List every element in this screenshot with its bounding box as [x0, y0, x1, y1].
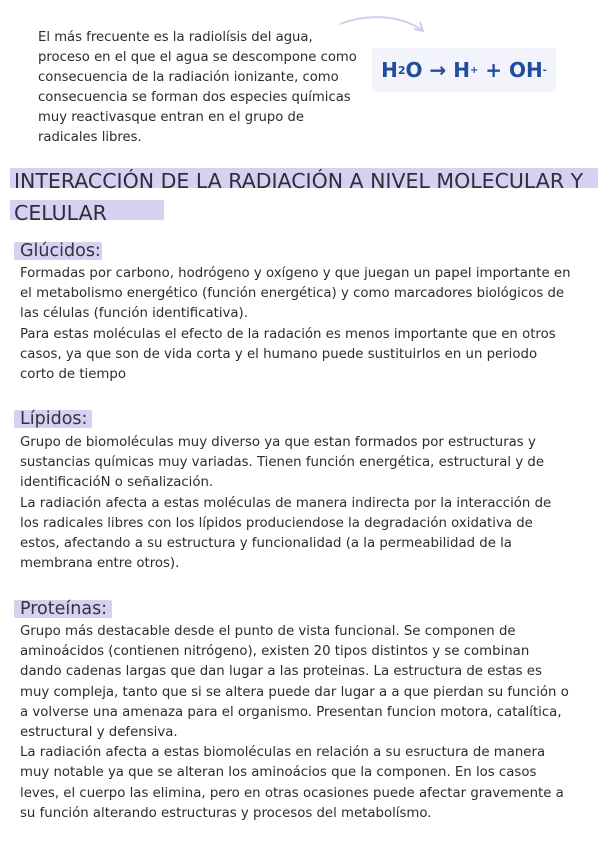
section-title-proteinas: Proteínas: — [20, 599, 108, 619]
formula-h: H — [381, 58, 398, 82]
formula-plus: + — [485, 58, 503, 82]
page-title: INTERACCIÓN DE LA RADIACIÓN A NIVEL MOLECULAR Y CELULAR — [14, 169, 584, 225]
formula-arrow: → — [429, 58, 447, 82]
formula-o: O — [405, 58, 423, 82]
glucidos-paragraph-1: Formadas por carbono, hodrógeno y oxígeno y que juegan un papel importante en el metabolismo energético (función energética) y como marcadores biológicos de las células (función identificativa). — [20, 266, 571, 322]
lipidos-paragraph-1: Grupo de biomoléculas muy diverso ya que estan formados por estructuras y sustancias químicas muy variadas. Tienen función energética, estructural y de identificacióN o señalización. — [20, 435, 545, 491]
section-body-proteinas — [20, 622, 572, 824]
section-title-lipidos: Lípidos: — [20, 409, 88, 429]
intro-paragraph: El más frecuente es la radiolísis del agua, proceso en el que el agua se descompone como consecuencia de la radiación ionizante, como consecuencia se forman dos especies químicas muy reactivasque entran en el grupo de radicales libres. — [38, 30, 357, 145]
formula-superscript-plus: + — [469, 64, 479, 76]
water-radiolysis-formula — [372, 48, 556, 92]
curved-arrow-icon — [336, 12, 432, 40]
formula-superscript-minus: - — [542, 64, 547, 76]
formula-h-ion: H — [453, 58, 470, 82]
formula-subscript-2: 2 — [397, 63, 406, 77]
glucidos-paragraph-2: Para estas moléculas el efecto de la radación es menos importante que en otros casos, ya que son de vida corta y el humano puede sustituirlos en un periodo corto de tiempo — [20, 326, 556, 383]
proteinas-paragraph-2: La radiación afecta a estas biomoléculas en relación a su esructura de manera muy notable ya que se alteran los aminoácios que la componen. En los casos leves, el cuerpo las elimina, pero en otras ocasiones puede afectar gravemente a su función alterando estructuras y procesos del metabolísmo. — [20, 745, 564, 821]
section-body-glucidos — [20, 264, 572, 385]
formula-oh: OH — [509, 58, 543, 82]
lipidos-paragraph-2: La radiación afecta a estas moléculas de manera indirecta por la interacción de los radicales libres con los lípidos produciendose la degradación oxidativa de estos, afectando a su estructura y funcionalidad (a la permeabilidad de la membrana entre otros). — [20, 495, 552, 572]
section-title-glucidos: Glúcidos: — [20, 241, 101, 261]
section-body-lipidos — [20, 433, 572, 574]
proteinas-paragraph-1: Grupo más destacable desde el punto de vista funcional. Se componen de aminoácidos (contienen nitrógeno), existen 20 tipos distintos y se combinan dando cadenas largas que dan lugar a las proteinas. La estructura de estas es muy compleja, tanto que si se altera puede dar lugar a a que pierdan su función o a volverse una amenaza para el organismo. Presentan funcion motora, catalítica, estructural y defensiva. — [20, 624, 569, 741]
